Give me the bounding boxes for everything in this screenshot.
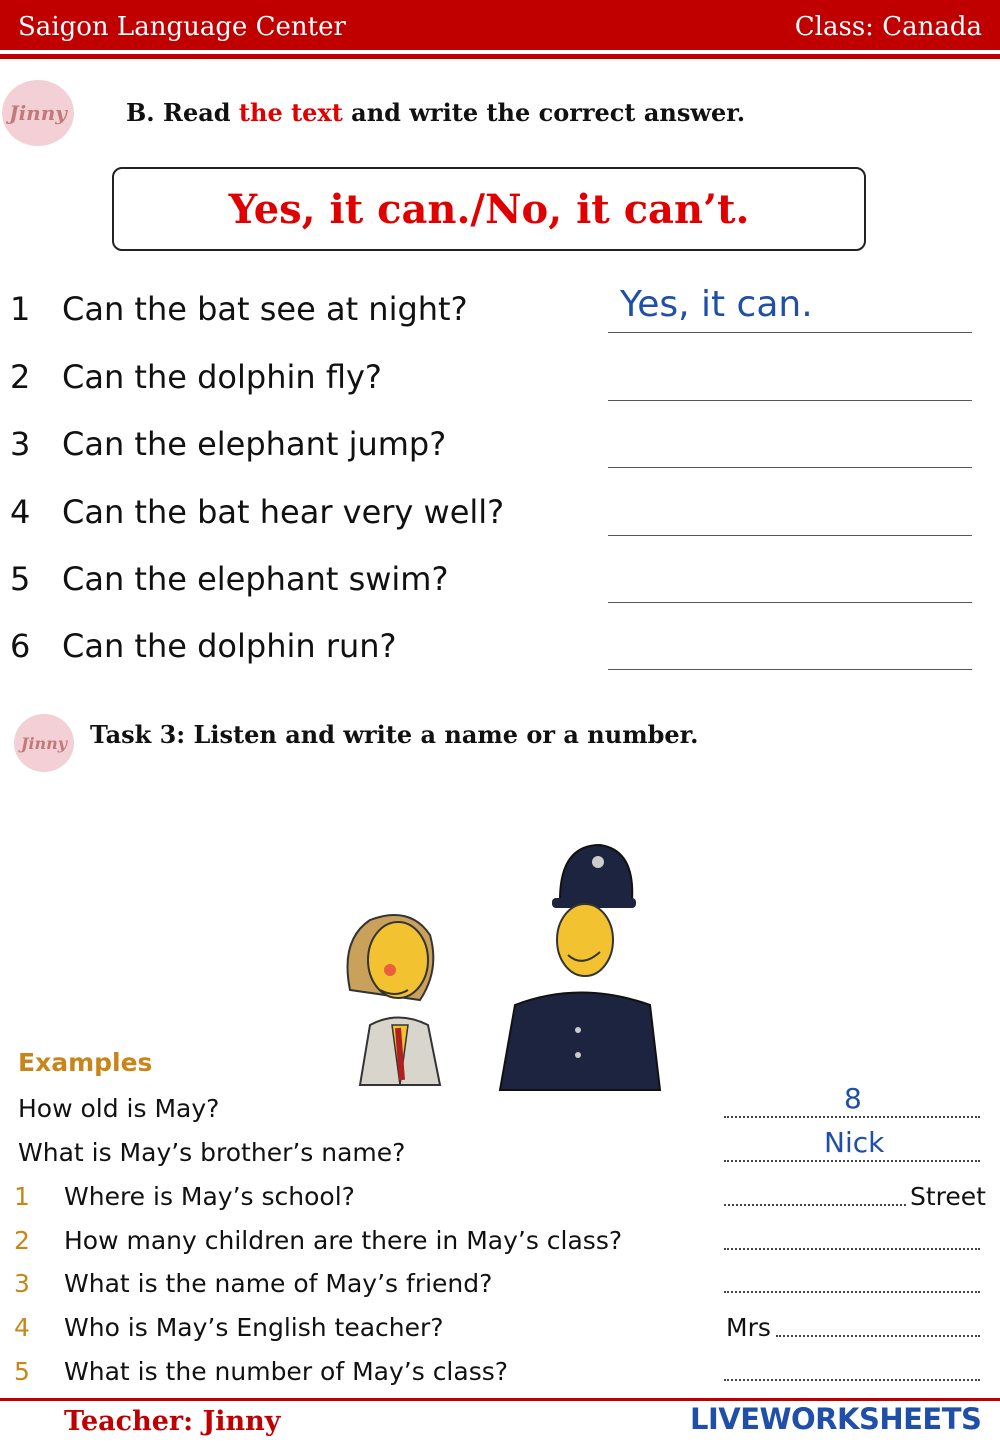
answer-field (724, 1116, 980, 1118)
answer-field[interactable] (608, 669, 972, 670)
task3-question-row: 3 What is the name of May’s friend? (0, 1265, 1000, 1305)
example-answer: Nick (824, 1126, 885, 1159)
task3-question-row: 2 How many children are there in May’s class? (0, 1222, 1000, 1262)
task3-question-row: 5 What is the number of May’s class? (0, 1353, 1000, 1393)
answer-text: Yes, it can. (620, 284, 813, 325)
answer-field[interactable] (608, 602, 972, 603)
task3-question-row: 4 Who is May’s English teacher? Mrs (0, 1309, 1000, 1349)
question-row: 6 Can the dolphin run? (0, 621, 1000, 681)
example-answer: 8 (844, 1082, 862, 1115)
header-divider (0, 54, 1000, 59)
task3-instruction: Task 3: Listen and write a name or a number. (90, 720, 699, 749)
center-name: Saigon Language Center (18, 12, 346, 42)
liveworksheets-brand: LIVEWORKSHEETS (690, 1402, 982, 1436)
question-row: 4 Can the bat hear very well? (0, 487, 1000, 547)
answer-field[interactable] (724, 1379, 980, 1381)
answer-field[interactable] (724, 1248, 980, 1250)
question-row: 5 Can the elephant swim? (0, 554, 1000, 614)
answer-field[interactable] (724, 1204, 906, 1206)
examples-label: Examples (18, 1048, 153, 1077)
teacher-name: Teacher: Jinny (64, 1406, 281, 1437)
girl-and-policeman-illustration (320, 840, 680, 1100)
question-row: 3 Can the elephant jump? (0, 419, 1000, 479)
policeman-figure (500, 845, 660, 1090)
girl-figure (348, 915, 441, 1085)
answer-options-text: Yes, it can./No, it can’t. (228, 185, 750, 233)
answer-options-box (112, 167, 866, 251)
answer-field[interactable] (608, 535, 972, 536)
section-b-instruction: B. Read the text and write the correct answer. (126, 98, 746, 127)
example-row: How old is May? 8 (0, 1090, 1000, 1130)
class-label: Class: Canada (794, 12, 982, 42)
jinny-logo: Jinny (2, 80, 74, 146)
answer-field[interactable] (608, 332, 972, 333)
question-row: 1 Can the bat see at night? Yes, it can. (0, 284, 1000, 344)
answer-field[interactable] (724, 1291, 980, 1293)
answer-field[interactable] (608, 400, 972, 401)
question-row: 2 Can the dolphin fly? (0, 352, 1000, 412)
header-bar (0, 0, 1000, 50)
jinny-logo: Jinny (14, 714, 74, 772)
footer-divider (0, 1398, 1000, 1401)
task3-question-row: 1 Where is May’s school? Street (14, 1182, 986, 1211)
answer-field[interactable] (608, 467, 972, 468)
example-row: What is May’s brother’s name? Nick (0, 1134, 1000, 1174)
answer-field[interactable] (776, 1335, 980, 1337)
answer-field (724, 1160, 980, 1162)
